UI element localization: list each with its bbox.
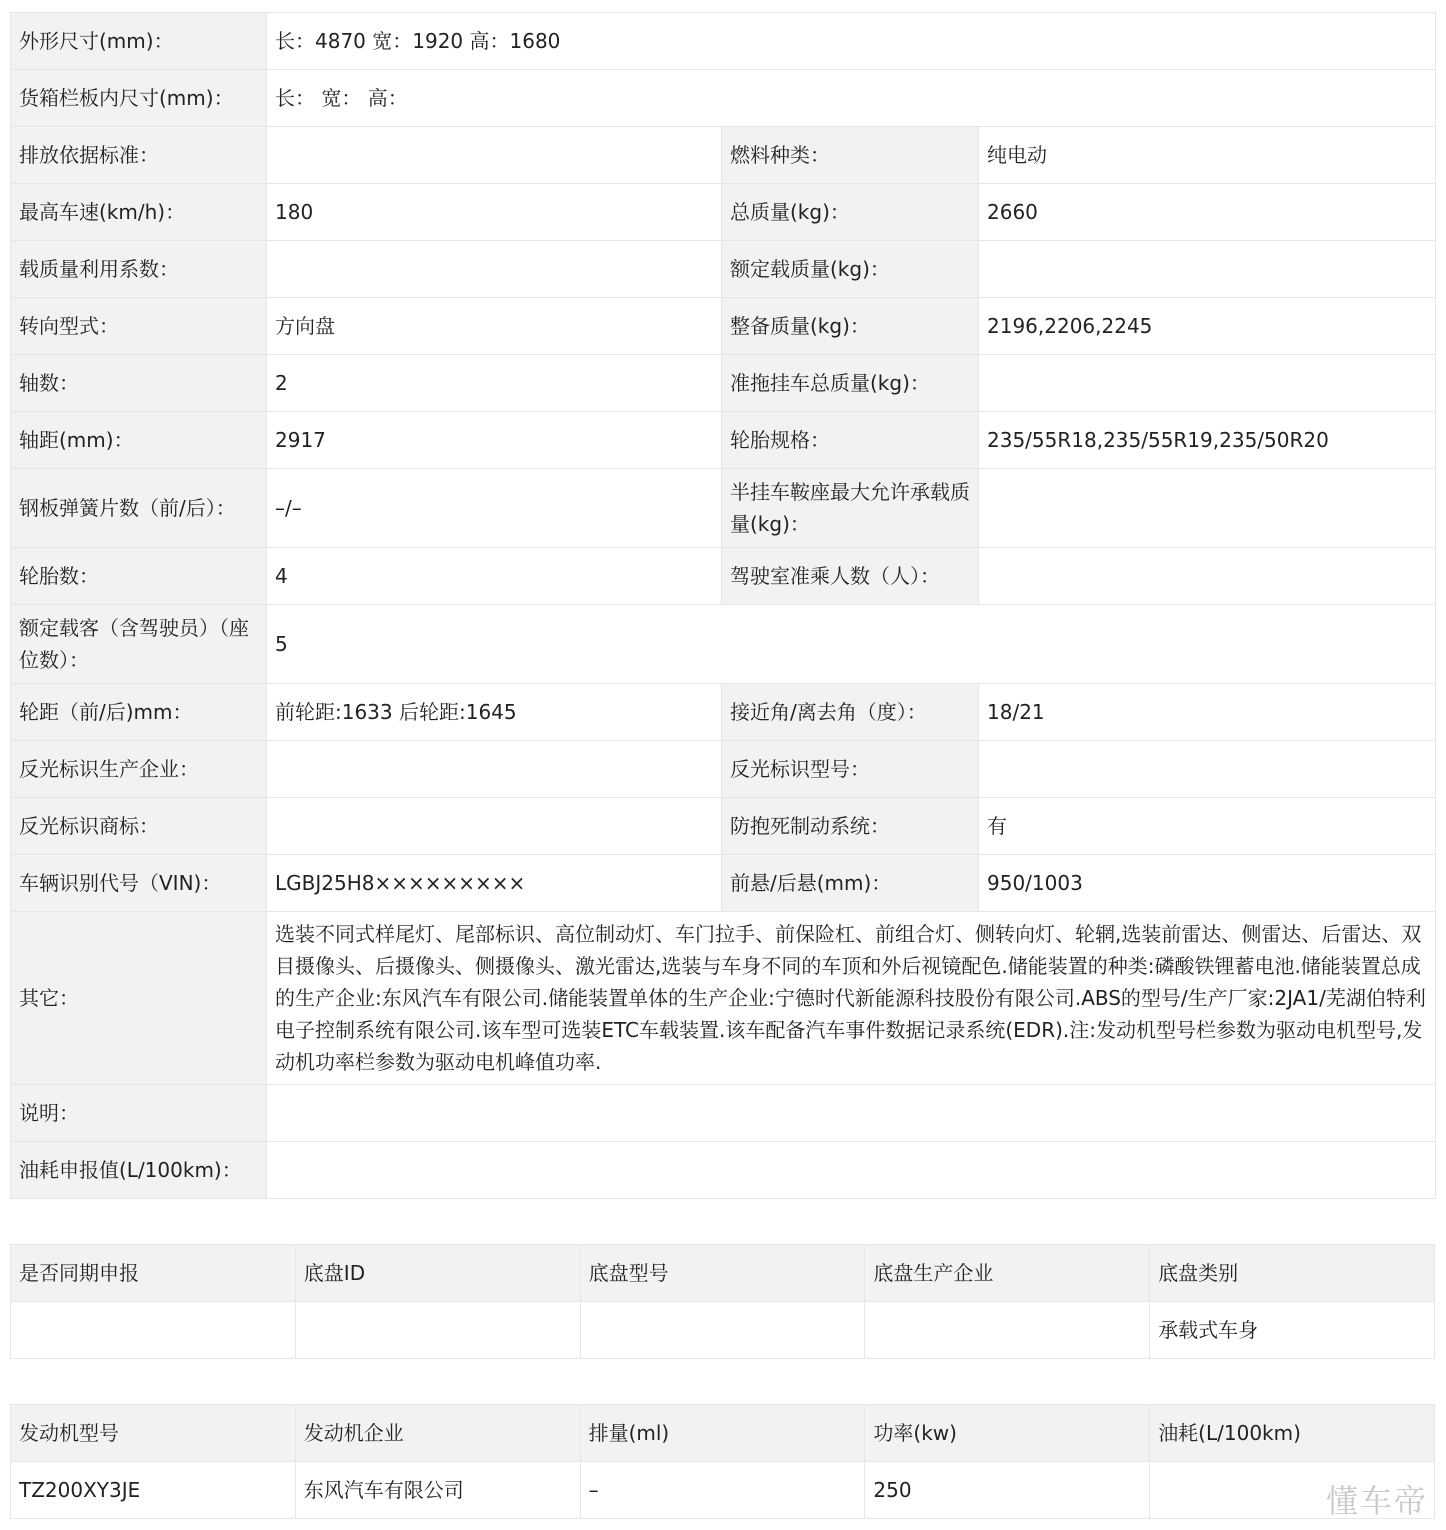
spec-value: 2917 [267,412,722,469]
spec-value: 有 [979,798,1436,855]
engine-table [10,1404,1435,1519]
spec-value: 2 [267,355,722,412]
spec-label: 半挂车鞍座最大允许承载质量(kg)： [722,469,979,548]
spec-label: 反光标识型号： [722,741,979,798]
table-cell: – [580,1462,865,1519]
watermark: 懂车帝 [1325,1482,1428,1520]
cargo-label: 货箱栏板内尺寸(mm)： [11,70,267,127]
table-cell: 承载式车身 [1150,1302,1435,1359]
spec-value: 纯电动 [979,127,1436,184]
spec-value: 235/55R18,235/55R19,235/50R20 [979,412,1436,469]
table-row [11,70,1436,127]
table-row [11,798,1436,855]
table-row [11,1302,1435,1359]
spec-value [979,548,1436,605]
spec-label: 轮胎规格： [722,412,979,469]
column-header: 排量(ml) [580,1405,865,1462]
column-header: 底盘类别 [1150,1245,1435,1302]
note-label: 说明： [11,1085,267,1142]
column-header: 底盘ID [295,1245,580,1302]
table-row [11,184,1436,241]
table-cell: TZ200XY3JE [11,1462,296,1519]
spec-label: 额定载质量(kg)： [722,241,979,298]
spec-label: 最高车速(km/h)： [11,184,267,241]
fuel-value [267,1142,1436,1199]
spec-label: 前悬/后悬(mm)： [722,855,979,912]
spec-label: 反光标识生产企业： [11,741,267,798]
spec-label: 车辆识别代号（VIN)： [11,855,267,912]
spec-value: 950/1003 [979,855,1436,912]
column-header: 发动机型号 [11,1405,296,1462]
table-row [11,684,1436,741]
table-row [11,1462,1435,1519]
chassis-table [10,1244,1435,1359]
dims-label: 外形尺寸(mm)： [11,13,267,70]
table-cell [580,1302,865,1359]
spec-value: 2660 [979,184,1436,241]
table-row [11,469,1436,548]
table-row [11,127,1436,184]
spec-value: –/– [267,469,722,548]
table-row [11,1085,1436,1142]
fuel-label: 油耗申报值(L/100km)： [11,1142,267,1199]
spec-value [979,355,1436,412]
spec-label: 轮胎数： [11,548,267,605]
table-row [11,1142,1436,1199]
spec-label: 燃料种类： [722,127,979,184]
spec-value: 2196,2206,2245 [979,298,1436,355]
other-label: 其它： [11,912,267,1085]
vehicle-spec-table [10,12,1436,1199]
column-header: 油耗(L/100km) [1150,1405,1435,1462]
spec-value: LGBJ25H8××××××××× [267,855,722,912]
spec-value [267,241,722,298]
spec-label: 排放依据标准： [11,127,267,184]
table-header-row [11,1405,1435,1462]
spec-label: 驾驶室准乘人数（人）： [722,548,979,605]
column-header: 是否同期申报 [11,1245,296,1302]
table-cell [295,1302,580,1359]
spec-label: 轮距（前/后)mm： [11,684,267,741]
table-row [11,298,1436,355]
spec-label: 总质量(kg)： [722,184,979,241]
spec-label: 接近角/离去角（度）： [722,684,979,741]
table-row [11,548,1436,605]
spec-label: 转向型式： [11,298,267,355]
column-header: 功率(kw) [865,1405,1150,1462]
column-header: 发动机企业 [295,1405,580,1462]
table-cell [865,1302,1150,1359]
table-cell [11,1302,296,1359]
spec-value [267,127,722,184]
table-row [11,13,1436,70]
spec-label: 防抱死制动系统： [722,798,979,855]
table-row [11,412,1436,469]
column-header: 底盘型号 [580,1245,865,1302]
spec-label: 载质量利用系数： [11,241,267,298]
table-row [11,912,1436,1085]
passenger-value: 5 [267,605,1436,684]
table-row [11,855,1436,912]
spec-value [267,741,722,798]
spec-label: 钢板弹簧片数（前/后）： [11,469,267,548]
spec-value: 4 [267,548,722,605]
table-row [11,241,1436,298]
spec-value: 18/21 [979,684,1436,741]
table-cell: 东风汽车有限公司 [295,1462,580,1519]
spec-label: 反光标识商标： [11,798,267,855]
spec-label: 整备质量(kg)： [722,298,979,355]
passenger-label: 额定载客（含驾驶员）（座位数）： [11,605,267,684]
table-cell: 250 [865,1462,1150,1519]
table-header-row [11,1245,1435,1302]
spec-value: 前轮距:1633 后轮距:1645 [267,684,722,741]
table-row [11,741,1436,798]
dims-value: 长：4870 宽：1920 高：1680 [267,13,1436,70]
spec-value [979,741,1436,798]
table-row [11,605,1436,684]
note-value [267,1085,1436,1142]
spec-value [979,241,1436,298]
column-header: 底盘生产企业 [865,1245,1150,1302]
spec-value: 180 [267,184,722,241]
spec-label: 准拖挂车总质量(kg)： [722,355,979,412]
spec-value [979,469,1436,548]
spec-value: 方向盘 [267,298,722,355]
spec-label: 轴数： [11,355,267,412]
table-row [11,355,1436,412]
cargo-value: 长： 宽： 高： [267,70,1436,127]
spec-label: 轴距(mm)： [11,412,267,469]
other-value: 选装不同式样尾灯、尾部标识、高位制动灯、车门拉手、前保险杠、前组合灯、侧转向灯、轮辋,选装前雷达、侧雷达、后雷达、双目摄像头、后摄像头、侧摄像头、激光雷达,选装与车身不同的车顶和外后视镜配色.储能装置的种类:磷酸铁锂蓄电池.储能装置总成的生产企业:东风汽车有限公司.储能装置单体的生产企业:宁德时代新能源科技股份有限公司.ABS的型号/生产厂家:2JA1/芜湖伯特利电子控制系统有限公司.该车型可选装ETC车载装置.该车配备汽车事件数据记录系统(EDR).注:发动机型号栏参数为驱动电机型号,发动机功率栏参数为驱动电机峰值功率. [267,912,1436,1085]
spec-value [267,798,722,855]
